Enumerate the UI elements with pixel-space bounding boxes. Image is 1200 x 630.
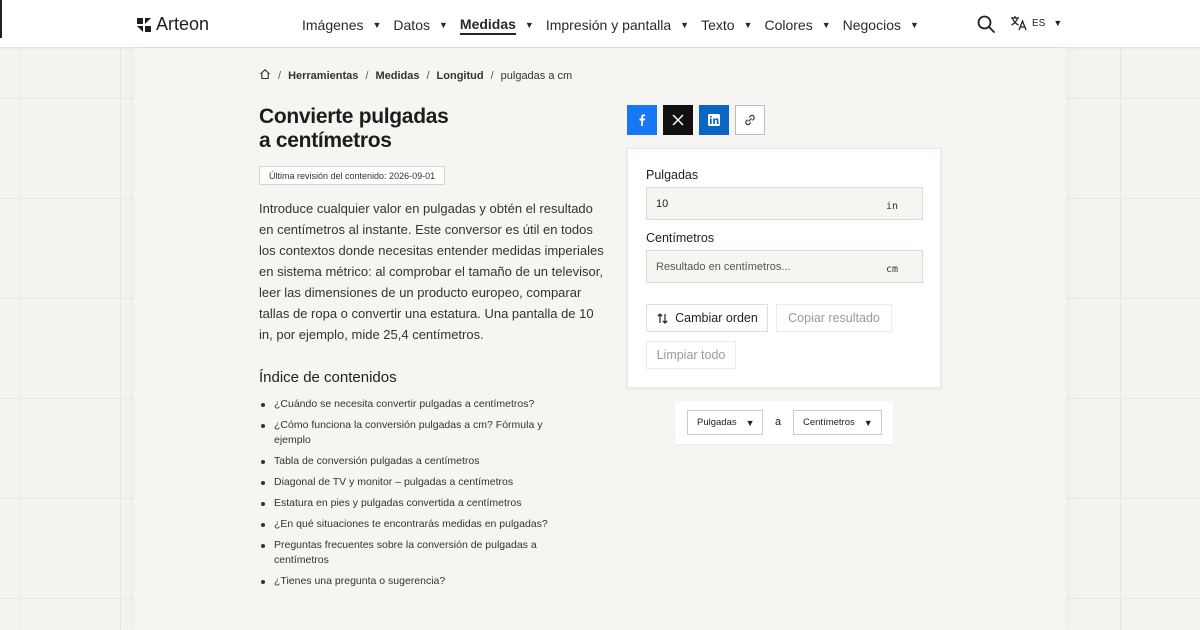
nav-item-medidas[interactable] (460, 16, 534, 34)
nav-item-label: Medidas (460, 16, 516, 35)
toc-item[interactable]: ¿En qué situaciones te encontrarás medidas en pulgadas? (259, 517, 569, 532)
caret-down-icon: ▼ (438, 20, 448, 30)
link-icon (743, 113, 757, 127)
swap-order-button[interactable] (646, 304, 768, 332)
brand-logo[interactable] (136, 14, 209, 35)
centimeters-output-placeholder: Resultado en centímetros... (656, 260, 791, 273)
caret-down-icon: ▼ (863, 417, 873, 428)
from-unit-value: Pulgadas (697, 417, 737, 428)
main-nav (302, 16, 931, 34)
caret-down-icon: ▼ (821, 20, 831, 30)
centimeters-unit: cm (885, 263, 898, 275)
centimeters-output[interactable] (646, 250, 923, 283)
caret-down-icon: ▼ (1053, 18, 1063, 28)
inches-unit: in (885, 200, 898, 212)
x-icon (671, 113, 685, 127)
inches-input-value: 10 (656, 197, 669, 210)
facebook-icon (635, 113, 649, 127)
nav-item-texto[interactable] (701, 16, 752, 34)
breadcrumb-medidas[interactable]: Medidas (375, 69, 420, 82)
toc-item[interactable]: Diagonal de TV y monitor – pulgadas a centímetros (259, 475, 569, 490)
unit-connector: a (775, 416, 782, 428)
translate-icon (1010, 15, 1028, 31)
converter-card (627, 148, 941, 388)
intro-paragraph: Introduce cualquier valor en pulgadas y obtén el resultado en centímetros al instante. Este conversor es útil en todos los contextos donde necesitas entender medidas imperiales en sistema métrico: al comprobar el tamaño de un televisor, leer las dimensiones de un producto europeo, comparar tallas de ropa o convertir una estatura. Una pantalla de 10 in, por ejemplo, mide 25,4 centímetros. (259, 201, 604, 342)
from-unit-select[interactable] (687, 410, 763, 435)
toc-item[interactable]: Tabla de conversión pulgadas a centímetros (259, 454, 569, 469)
breadcrumb-herramientas[interactable]: Herramientas (288, 69, 359, 82)
language-selector[interactable] (1010, 15, 1062, 31)
caret-down-icon: ▼ (745, 417, 755, 428)
caret-down-icon: ▼ (910, 20, 919, 30)
inches-label: Pulgadas (646, 168, 699, 182)
nav-item-label: Impresión y pantalla (545, 17, 672, 33)
nav-item-impresion[interactable] (546, 16, 689, 34)
top-navigation-bar (0, 0, 1200, 48)
toc-item[interactable]: Preguntas frecuentes sobre la conversión de pulgadas a centímetros (259, 538, 569, 568)
brand-name: Arteon (156, 14, 210, 34)
copy-link-button[interactable] (735, 105, 765, 135)
caret-down-icon: ▼ (680, 20, 690, 30)
page-title-line-2: a centímetros (259, 129, 392, 152)
unit-selector-bar (675, 401, 893, 444)
breadcrumb-separator: / (365, 69, 369, 82)
to-unit-select[interactable] (793, 410, 882, 435)
nav-item-label: Imágenes (302, 17, 364, 33)
search-button[interactable] (976, 14, 996, 34)
home-link[interactable] (259, 68, 271, 83)
share-facebook-button[interactable] (627, 105, 657, 135)
to-unit-value: Centímetros (803, 417, 855, 428)
caret-down-icon: ▼ (743, 20, 753, 30)
breadcrumb-separator: / (278, 69, 282, 82)
share-x-button[interactable] (663, 105, 693, 135)
nav-item-label: Datos (393, 17, 430, 33)
nav-item-label: Negocios (842, 17, 901, 33)
copy-result-label: Copiar resultado (788, 311, 880, 325)
toc-item[interactable]: ¿Tienes una pregunta o sugerencia? (259, 574, 569, 589)
linkedin-icon (707, 113, 721, 127)
share-buttons (627, 105, 765, 135)
breadcrumb (259, 68, 572, 83)
caret-down-icon: ▼ (372, 20, 382, 30)
arteon-logo-icon (136, 17, 152, 33)
home-icon (259, 68, 271, 80)
nav-item-label: Colores (764, 17, 813, 33)
nav-item-imagenes[interactable] (302, 16, 381, 34)
breadcrumb-longitud[interactable]: Longitud (436, 69, 484, 82)
nav-item-negocios[interactable] (843, 16, 919, 34)
page-title (259, 105, 448, 153)
swap-order-label: Cambiar orden (675, 311, 758, 325)
copy-result-button[interactable] (776, 304, 892, 332)
language-code: ES (1032, 17, 1046, 29)
revision-badge: Última revisión del contenido: 2026-09-01 (259, 166, 445, 185)
toc-item[interactable]: ¿Cómo funciona la conversión pulgadas a cm? Fórmula y ejemplo (259, 418, 569, 448)
breadcrumb-current: pulgadas a cm (500, 69, 573, 82)
share-linkedin-button[interactable] (699, 105, 729, 135)
left-edge-marker (0, 0, 2, 38)
inches-input[interactable] (646, 187, 923, 220)
toc-item[interactable]: ¿Cuándo se necesita convertir pulgadas a centímetros? (259, 397, 569, 412)
clear-all-button[interactable] (646, 341, 736, 369)
swap-icon (656, 312, 669, 325)
toc-list (259, 397, 569, 595)
clear-all-label: Limpiar todo (656, 348, 726, 362)
nav-item-colores[interactable] (764, 16, 830, 34)
centimeters-label: Centímetros (646, 231, 715, 245)
search-icon (976, 14, 996, 34)
breadcrumb-separator: / (426, 69, 430, 82)
nav-item-datos[interactable] (393, 16, 448, 34)
toc-title: Índice de contenidos (259, 369, 397, 386)
nav-item-label: Texto (701, 17, 735, 33)
caret-down-icon: ▼ (524, 20, 534, 30)
page-title-line-1: Convierte pulgadas (259, 105, 449, 128)
toc-item[interactable]: Estatura en pies y pulgadas convertida a centímetros (259, 496, 569, 511)
breadcrumb-separator: / (490, 69, 494, 82)
